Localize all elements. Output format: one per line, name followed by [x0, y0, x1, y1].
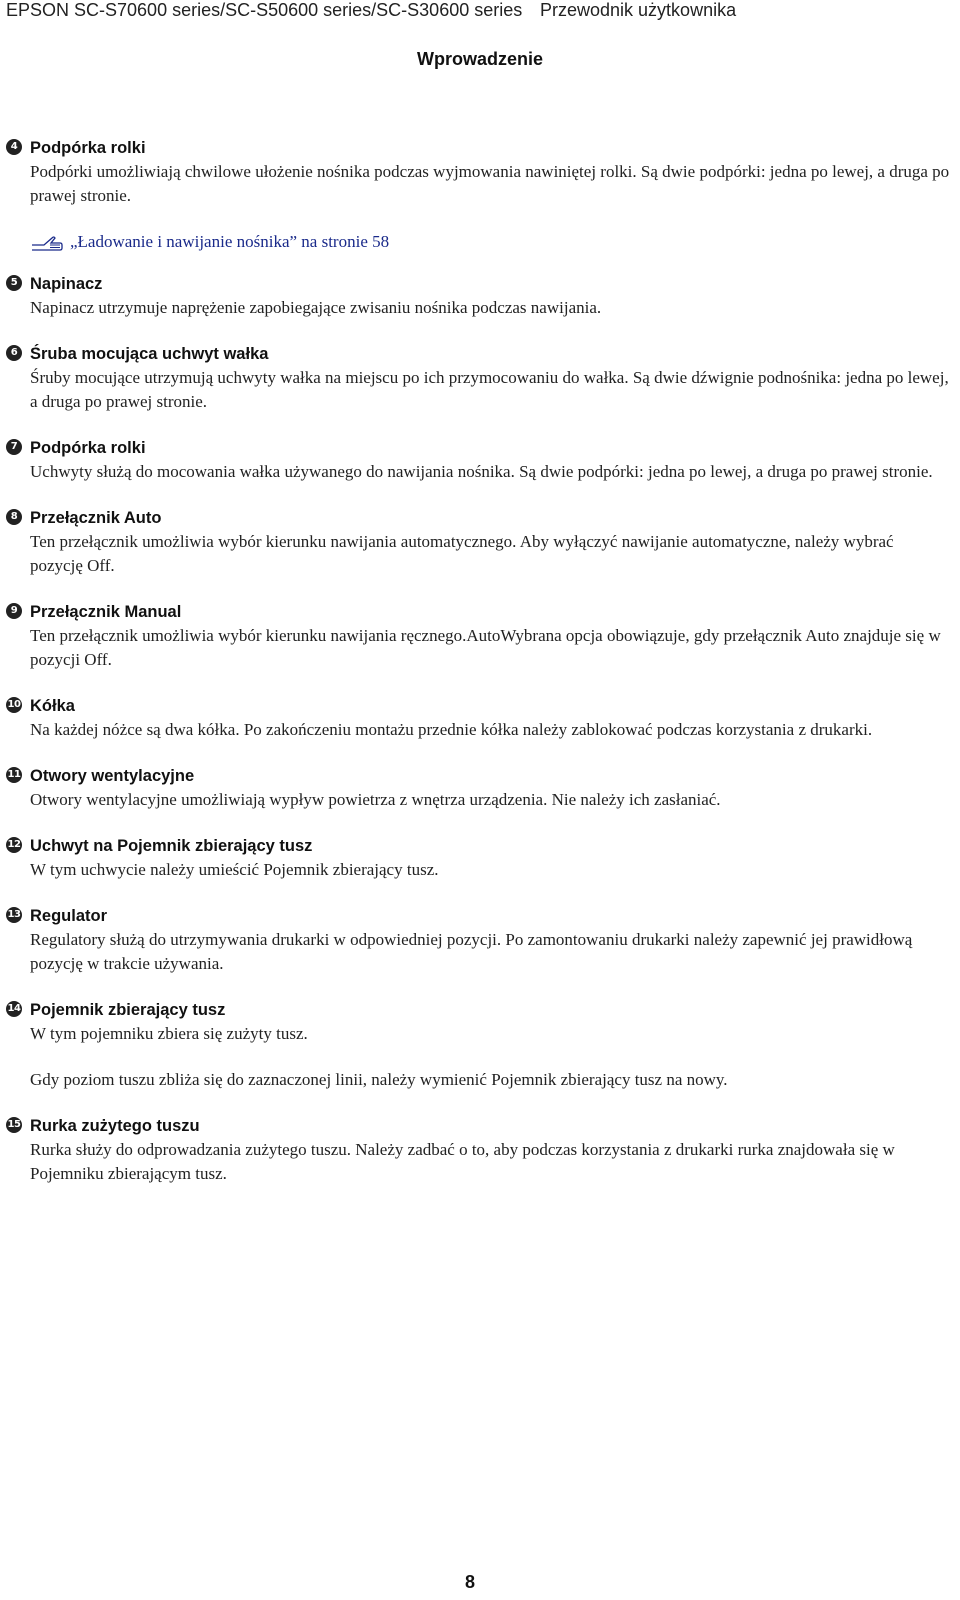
item-title: Regulator	[30, 907, 108, 925]
item-number-badge: 14	[6, 1001, 22, 1017]
list-item-tensioner	[6, 272, 950, 320]
item-description: Otwory wentylacyjne umożliwiają wypływ powietrza z wnętrza urządzenia. Nie należy ich zasłaniać.	[30, 790, 721, 809]
item-number-badge: 13	[6, 907, 22, 923]
item-number-badge: 9	[6, 603, 22, 619]
list-item-manual-switch	[6, 600, 950, 672]
item-number-badge: 11	[6, 767, 22, 783]
item-number-badge: 12	[6, 837, 22, 853]
item-description: Regulatory służą do utrzymywania drukarki w odpowiedniej pozycji. Po zamontowaniu drukarki należy zapewnić jej prawidłową pozycję w trakcie używania.	[30, 930, 913, 973]
item-title: Przełącznik Manual	[30, 603, 182, 621]
item-description: Rurka służy do odprowadzania zużytego tuszu. Należy zadbać o to, aby podczas korzystania z drukarki rurka znajdowała się w Pojemniku zbierającym tusz.	[30, 1140, 895, 1183]
item-title: Napinacz	[30, 275, 103, 293]
item-description: W tym pojemniku zbiera się zużyty tusz.	[30, 1024, 308, 1043]
list-item-waste-ink-bottle	[6, 998, 950, 1092]
item-description: Ten przełącznik umożliwia wybór kierunku nawijania automatycznego. Aby wyłączyć nawijanie automatyczne, należy wybrać pozycję Off.	[30, 532, 894, 575]
item-description: Napinacz utrzymuje naprężenie zapobiegające zwisaniu nośnika podczas nawijania.	[30, 298, 602, 317]
section-title: Wprowadzenie	[416, 49, 543, 69]
item-title: Śruba mocująca uchwyt wałka	[30, 345, 269, 363]
item-note: Gdy poziom tuszu zbliża się do zaznaczonej linii, należy wymienić Pojemnik zbierający tusz na nowy.	[30, 1070, 728, 1089]
list-item-auto-switch	[6, 506, 950, 578]
cross-reference-link[interactable]	[30, 230, 950, 254]
page-number: 8	[464, 1572, 475, 1592]
list-item-roll-support-2	[6, 436, 950, 484]
item-number-badge: 10	[6, 697, 22, 713]
item-number-badge: 5	[6, 275, 22, 291]
item-number-badge: 7	[6, 439, 22, 455]
item-title: Uchwyt na Pojemnik zbierający tusz	[30, 837, 313, 855]
item-number-badge: 15	[6, 1117, 22, 1133]
document-header-guide: Przewodnik użytkownika	[540, 0, 737, 20]
content-list	[6, 136, 950, 1208]
list-item-core-holder-screw	[6, 342, 950, 414]
item-title: Kółka	[30, 697, 75, 715]
item-title: Przełącznik Auto	[30, 509, 162, 527]
list-item-roll-support	[6, 136, 950, 254]
cross-reference-text: „Ładowanie i nawijanie nośnika” na stronie 58	[70, 232, 390, 251]
item-description: Śruby mocujące utrzymują uchwyty wałka na miejscu po ich przymocowaniu do wałka. Są dwie dźwignie podnośnika: jedna po lewej, a druga po prawej stronie.	[30, 368, 949, 411]
item-description: Ten przełącznik umożliwia wybór kierunku nawijania ręcznego.AutoWybrana opcja obowiązuje, gdy przełącznik Auto znajduje się w pozycji Off.	[30, 626, 941, 669]
list-item-vents	[6, 764, 950, 812]
list-item-casters	[6, 694, 950, 742]
item-description: W tym uchwycie należy umieścić Pojemnik zbierający tusz.	[30, 860, 439, 879]
list-item-waste-bottle-holder	[6, 834, 950, 882]
list-item-waste-ink-tube	[6, 1114, 950, 1186]
item-title: Pojemnik zbierający tusz	[30, 1001, 226, 1019]
document-header-product: EPSON SC-S70600 series/SC-S50600 series/SC-S30600 series	[6, 0, 523, 20]
item-title: Podpórka rolki	[30, 439, 146, 457]
item-title: Otwory wentylacyjne	[30, 767, 195, 785]
item-title: Podpórka rolki	[30, 139, 146, 157]
item-description: Na każdej nóżce są dwa kółka. Po zakończeniu montażu przednie kółka należy zablokować podczas korzystania z drukarki.	[30, 720, 873, 739]
item-title: Rurka zużytego tuszu	[30, 1117, 200, 1135]
item-number-badge: 6	[6, 345, 22, 361]
item-number-badge: 4	[6, 139, 22, 155]
item-description: Podpórki umożliwiają chwilowe ułożenie nośnika podczas wyjmowania nawiniętej rolki. Są dwie podpórki: jedna po lewej, a druga po prawej stronie.	[30, 162, 950, 205]
item-number-badge: 8	[6, 509, 22, 525]
list-item-adjuster	[6, 904, 950, 976]
pointing-hand-icon	[30, 233, 64, 251]
item-description: Uchwyty służą do mocowania wałka używanego do nawijania nośnika. Są dwie podpórki: jedna po lewej, a druga po prawej stronie.	[30, 462, 933, 481]
